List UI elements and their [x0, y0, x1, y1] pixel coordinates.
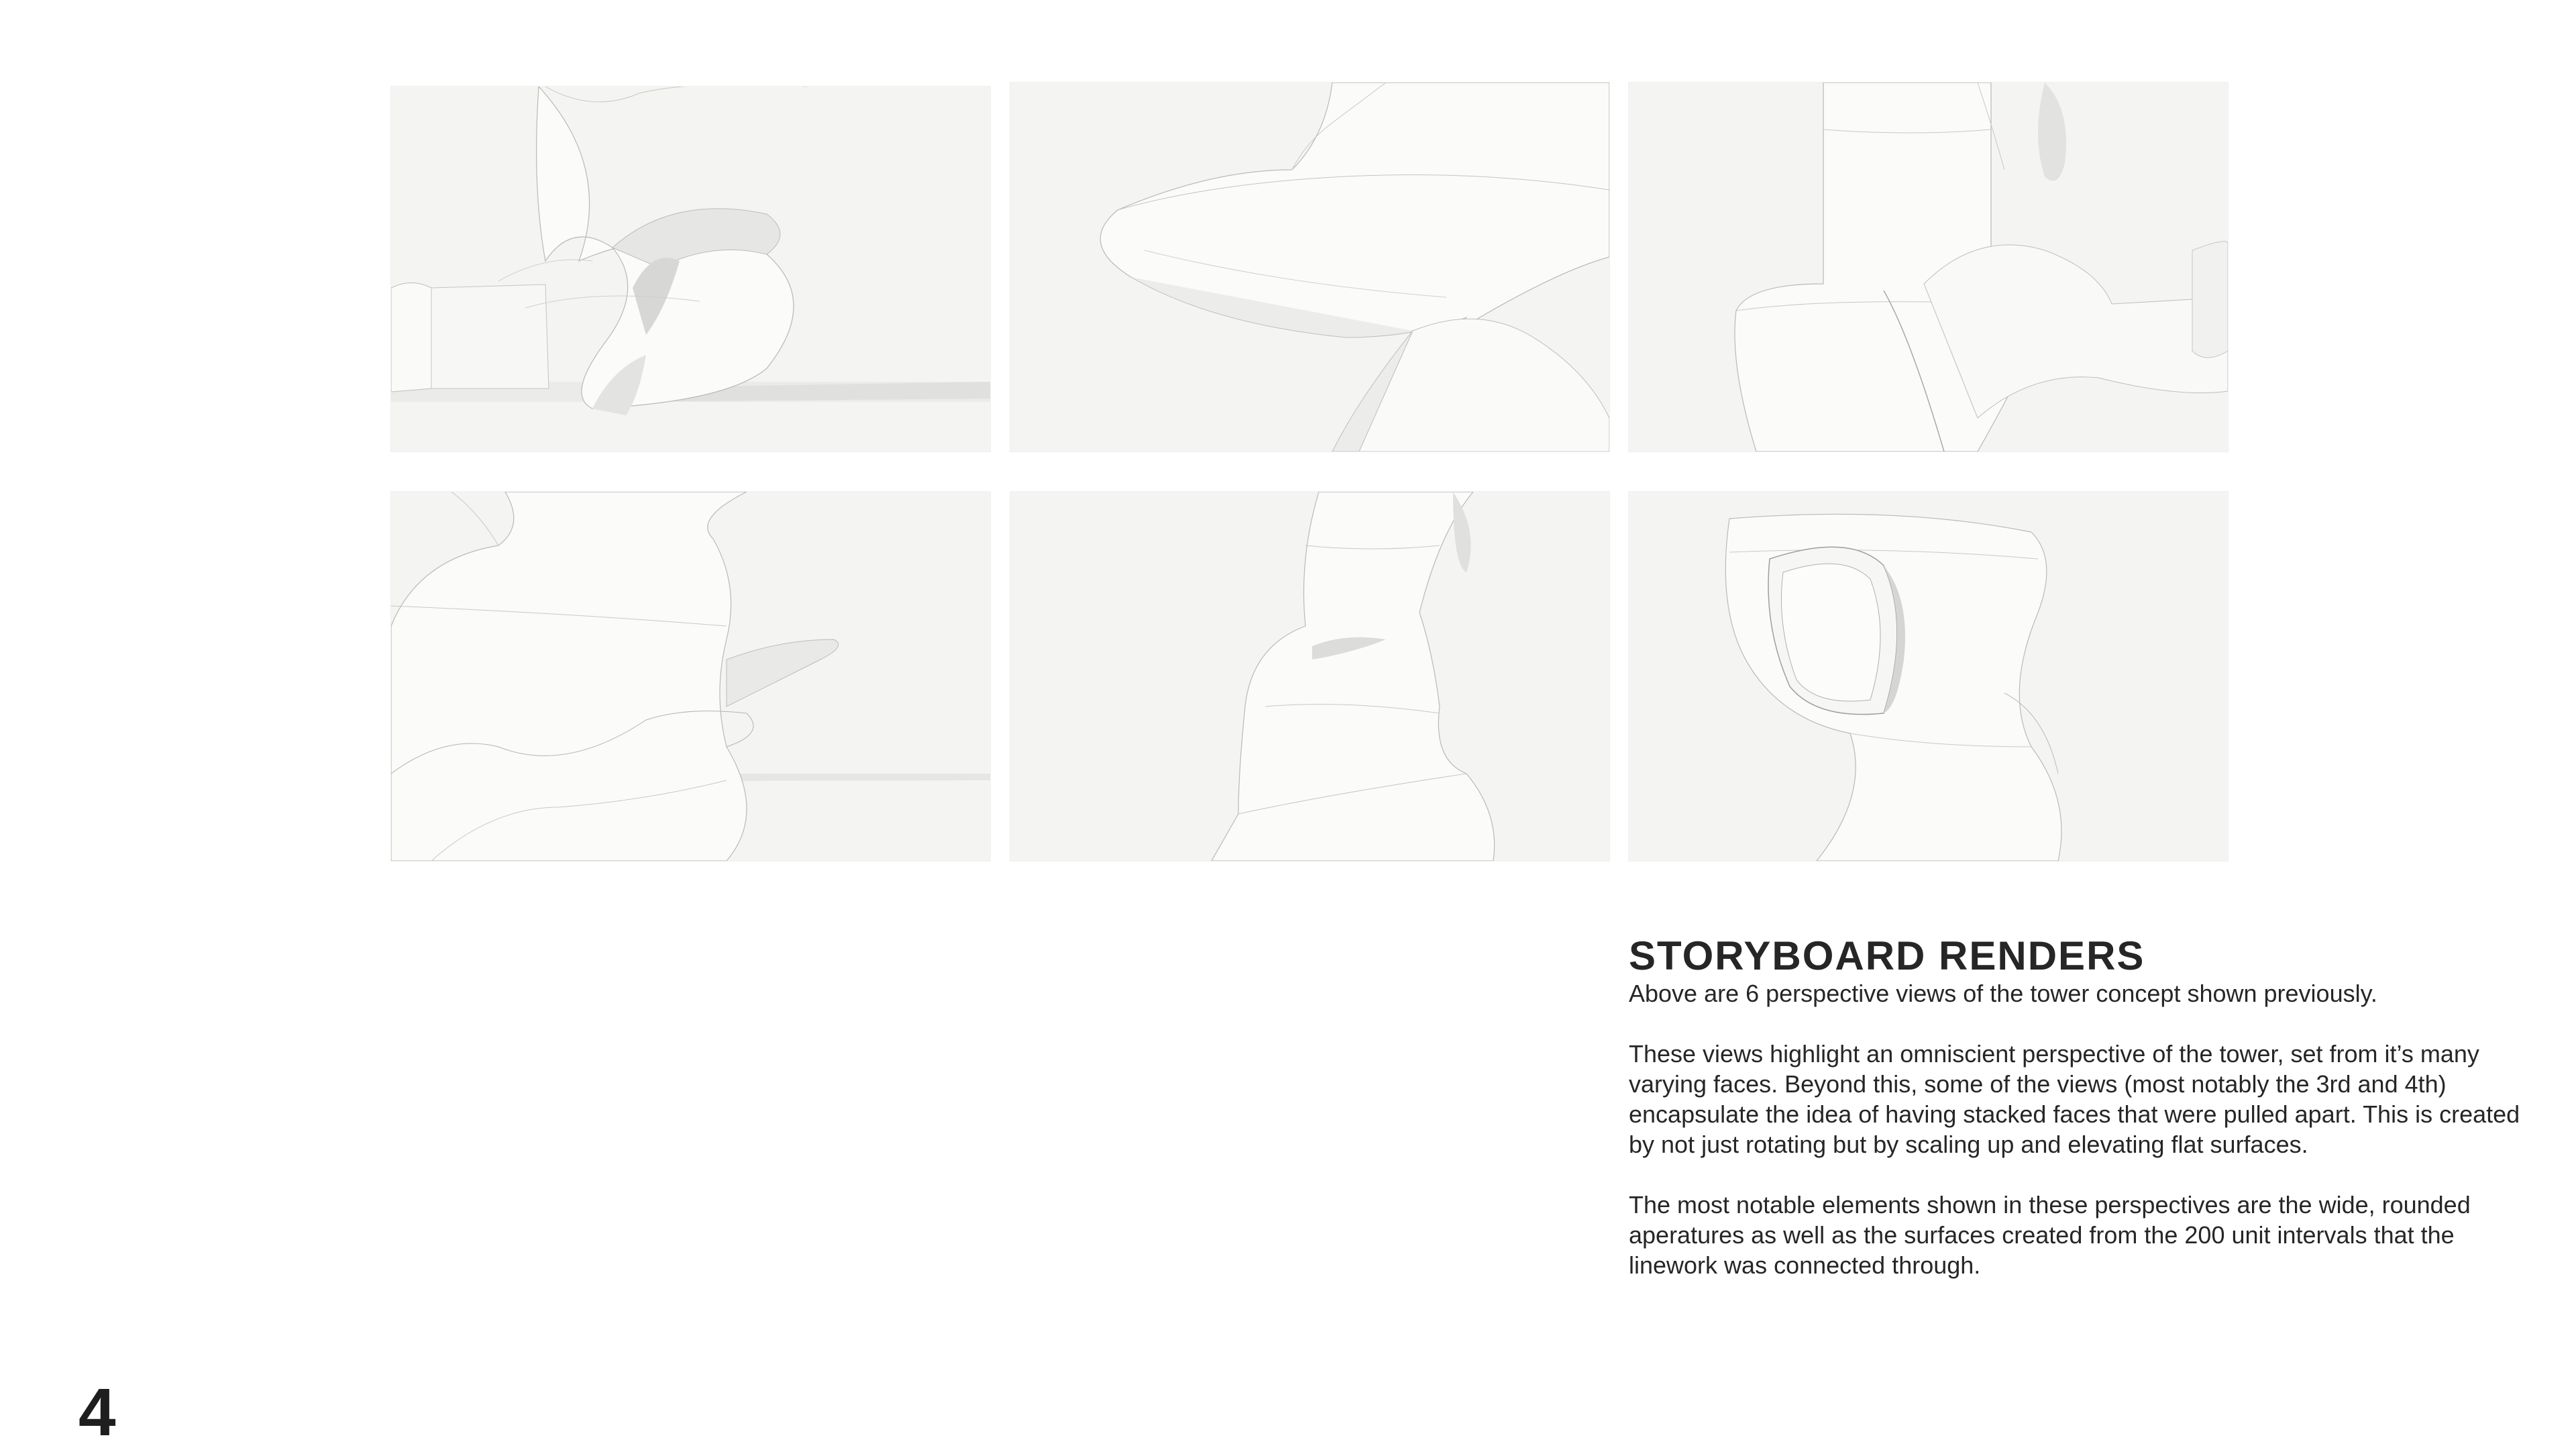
- description-block: [1629, 978, 2541, 1310]
- render-1-drawing: [391, 87, 990, 452]
- storyboard-render-2: [1010, 83, 1609, 452]
- render-4-drawing: [391, 492, 990, 861]
- description-paragraph-2: These views highlight an omniscient perspective of the tower, set from it’s many varying faces. Beyond this, some of the views (most notably the 3rd and 4th) encapsulate the idea of having stacked faces that were pulled apart. This is created by not just rotating but by scaling up and elevating flat surfaces.: [1629, 1040, 2520, 1158]
- description-paragraph-3: The most notable elements shown in these perspectives are the wide, rounded aperatures as well as the surfaces created from the 200 unit intervals that the linework was connected through.: [1629, 1191, 2471, 1279]
- storyboard-render-4: [391, 492, 990, 861]
- storyboard-render-3: [1629, 83, 2228, 452]
- storyboard-render-5: [1010, 492, 1609, 861]
- description-paragraph-1: Above are 6 perspective views of the tower concept shown previously.: [1629, 980, 2377, 1007]
- render-6-drawing: [1629, 492, 2228, 861]
- storyboard-render-6: [1629, 492, 2228, 861]
- page-number: 4: [78, 1375, 116, 1450]
- render-5-drawing: [1010, 492, 1609, 861]
- render-3-drawing: [1629, 83, 2228, 452]
- section-title: STORYBOARD RENDERS: [1629, 933, 2145, 978]
- storyboard-render-1: [391, 87, 990, 452]
- render-2-drawing: [1010, 83, 1609, 452]
